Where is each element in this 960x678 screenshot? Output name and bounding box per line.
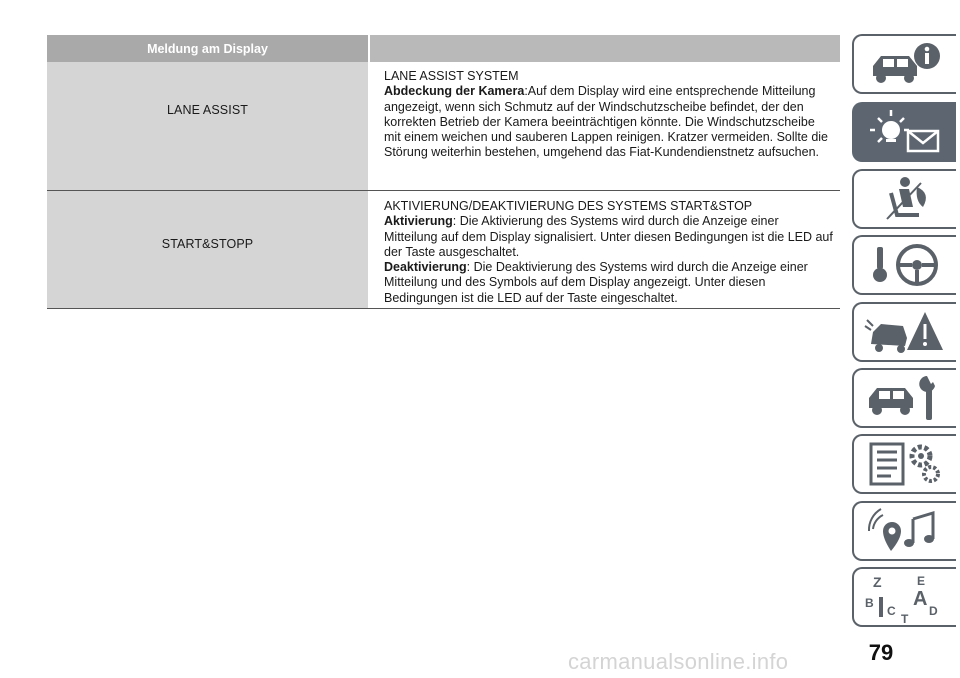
car-maintenance-wrench-icon: [861, 372, 949, 424]
display-message: START&STOPP: [47, 191, 368, 308]
alphabetical-index-icon: [861, 571, 949, 623]
row-title: LANE ASSIST SYSTEM: [384, 69, 519, 83]
tab-maintenance[interactable]: [852, 368, 956, 428]
specs-gears-icon: [861, 438, 949, 490]
index-letter-t: T: [901, 612, 909, 623]
tab-multimedia[interactable]: [852, 501, 956, 561]
entry-label: Abdeckung der Kamera: [384, 84, 525, 99]
tab-car-info[interactable]: [852, 34, 956, 94]
table-row: [47, 62, 840, 191]
row-entry: [384, 84, 834, 160]
car-info-icon: [861, 38, 949, 90]
entry-text: : Die Aktivierung des Systems wird durch die Anzeige einer Mitteilung auf dem Display signalisiert. Unter diesen Bedingungen ist die LED auf der Taste ausgeschaltet.: [384, 214, 833, 259]
index-letter-e: E: [917, 574, 926, 588]
entry-label: Aktivierung: [384, 214, 453, 229]
index-letter-b: B: [865, 596, 874, 610]
row-description: [368, 191, 840, 308]
watermark: carmanualsonline.info: [568, 649, 789, 674]
row-title: AKTIVIERUNG/DEAKTIVIERUNG DES SYSTEMS START&STOP: [384, 199, 753, 213]
table-row: [47, 191, 840, 309]
page-number: 79: [868, 640, 894, 665]
tab-emergency[interactable]: [852, 302, 956, 362]
entry-text: :Auf dem Display wird eine entsprechende Mitteilung angezeigt, wenn sich Schmutz auf der Windschutzscheibe befindet, der den korrekten Betrieb der Kamera beeinträchtigen könnte. Die Windschutzscheibe mit einem weichen und sauberen Lappen reinigen. Kratzer vermeiden. Sollte die Störung weiterhin bestehen, umgehend das Fiat-Kundendienstnetz aufsuchen.: [384, 84, 829, 160]
index-letter-z: Z: [873, 574, 882, 590]
header-description: [368, 35, 840, 62]
entry-label: Deaktivierung: [384, 260, 467, 275]
tab-starting-driving[interactable]: [852, 235, 956, 295]
index-letter-d: D: [929, 604, 938, 618]
key-steering-wheel-icon: [861, 239, 949, 291]
header-message: Meldung am Display: [47, 35, 368, 62]
tab-index[interactable]: [852, 567, 956, 627]
tab-warning-lights[interactable]: [852, 102, 956, 162]
index-letter-a: A: [913, 588, 928, 610]
car-accident-warning-icon: [861, 306, 949, 358]
row-entry: [384, 260, 834, 306]
row-description: [368, 62, 840, 190]
table-header: [47, 35, 840, 62]
tab-technical-data[interactable]: [852, 434, 956, 494]
display-message: LANE ASSIST: [47, 62, 368, 190]
row-entry: [384, 214, 834, 260]
entry-text: : Die Deaktivierung des Systems wird durch die Anzeige einer Mitteilung und des Symbols auf dem Display angezeigt. Unter diesen Bedingungen ist die LED auf der Taste eingeschaltet.: [384, 260, 808, 305]
tab-safety[interactable]: [852, 169, 956, 229]
index-letter-c: C: [887, 604, 896, 618]
warning-light-message-icon: [861, 106, 949, 158]
message-table: [47, 35, 840, 309]
multimedia-icon: [861, 505, 949, 557]
seat-airbag-icon: [861, 173, 949, 225]
